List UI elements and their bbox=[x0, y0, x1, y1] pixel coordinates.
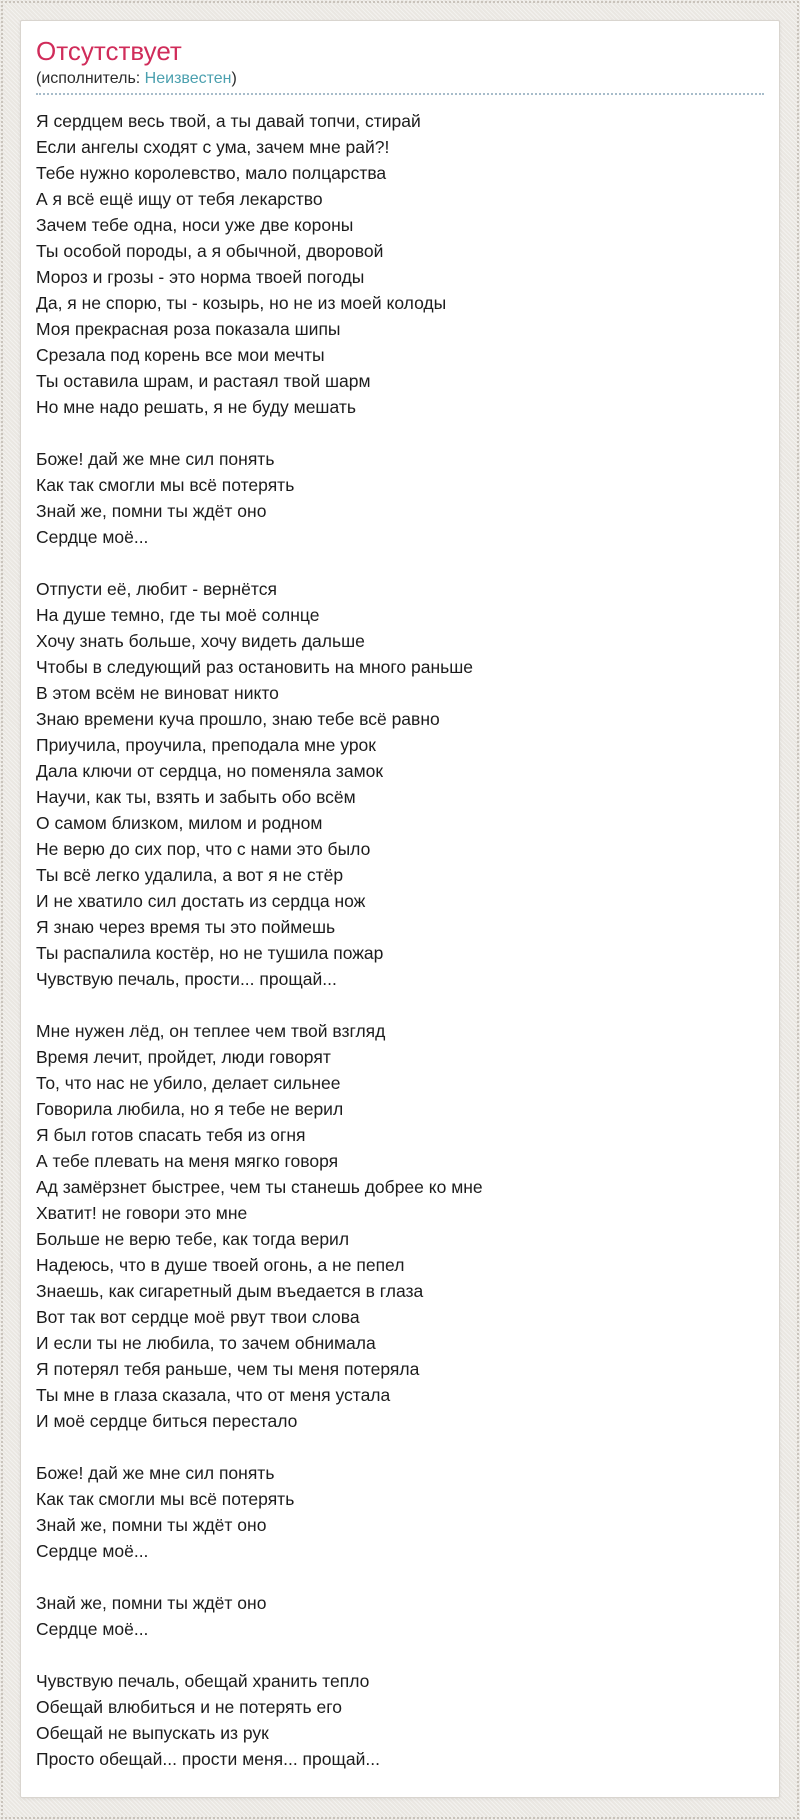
lyrics-line: Ты оставила шрам, и растаял твой шарм bbox=[36, 371, 371, 391]
lyrics-line: Как так смогли мы всё потерять bbox=[36, 475, 295, 495]
lyrics-stanza bbox=[36, 446, 764, 550]
lyrics-line: Как так смогли мы всё потерять bbox=[36, 1489, 295, 1509]
lyrics-line: Знаю времени куча прошло, знаю тебе всё равно bbox=[36, 709, 440, 729]
lyrics-line: Ты мне в глаза сказала, что от меня устала bbox=[36, 1385, 391, 1405]
lyrics-line: Тебе нужно королевство, мало полцарства bbox=[36, 163, 387, 183]
lyrics-stanza bbox=[36, 576, 764, 992]
lyrics-line: Мне нужен лёд, он теплее чем твой взгляд bbox=[36, 1021, 386, 1041]
lyrics-line: И моё сердце биться перестало bbox=[36, 1411, 298, 1431]
lyrics-line: Говорила любила, но я тебе не верил bbox=[36, 1099, 344, 1119]
lyrics-line: Сердце моё... bbox=[36, 527, 149, 547]
lyrics-line: А я всё ещё ищу от тебя лекарство bbox=[36, 189, 323, 209]
lyrics-line: Но мне надо решать, я не буду мешать bbox=[36, 397, 356, 417]
lyrics-stanza bbox=[36, 1668, 764, 1772]
lyrics-line: Вот так вот сердце моё рвут твои слова bbox=[36, 1307, 360, 1327]
lyrics-line: Дала ключи от сердца, но поменяла замок bbox=[36, 761, 384, 781]
lyrics-line: Чувствую печаль, прости... прощай... bbox=[36, 969, 337, 989]
header-separator bbox=[36, 93, 764, 95]
artist-label: (исполнитель: bbox=[36, 70, 145, 87]
lyrics-line: Ты распалила костёр, но не тушила пожар bbox=[36, 943, 384, 963]
lyrics-line: Надеюсь, что в душе твоей огонь, а не пепел bbox=[36, 1255, 405, 1275]
lyrics-line: Если ангелы сходят с ума, зачем мне рай?! bbox=[36, 137, 390, 157]
lyrics-line: Знай же, помни ты ждёт оно bbox=[36, 1593, 267, 1613]
lyrics-line: Знаешь, как сигаретный дым въедается в глаза bbox=[36, 1281, 424, 1301]
lyrics-line: Сердце моё... bbox=[36, 1619, 149, 1639]
lyrics-line: Ад замёрзнет быстрее, чем ты станешь добрее ко мне bbox=[36, 1177, 483, 1197]
lyrics-line: Боже! дай же мне сил понять bbox=[36, 449, 275, 469]
lyrics-line: Боже! дай же мне сил понять bbox=[36, 1463, 275, 1483]
lyrics-line: Я знаю через время ты это поймешь bbox=[36, 917, 336, 937]
lyrics-line: Хватит! не говори это мне bbox=[36, 1203, 248, 1223]
lyrics-line: Мороз и грозы - это норма твоей погоды bbox=[36, 267, 365, 287]
lyrics-line: Знай же, помни ты ждёт оно bbox=[36, 1515, 267, 1535]
lyrics-stanza bbox=[36, 1460, 764, 1564]
lyrics-card bbox=[20, 20, 780, 1798]
lyrics-line: Срезала под корень все мои мечты bbox=[36, 345, 325, 365]
lyrics-line: А тебе плевать на меня мягко говоря bbox=[36, 1151, 339, 1171]
lyrics-line: Хочу знать больше, хочу видеть дальше bbox=[36, 631, 365, 651]
lyrics-line: Просто обещай... прости меня... прощай... bbox=[36, 1749, 380, 1769]
lyrics-line: И если ты не любила, то зачем обнимала bbox=[36, 1333, 376, 1353]
artist-line bbox=[36, 69, 764, 89]
lyrics-line: Обещай влюбиться и не потерять его bbox=[36, 1697, 342, 1717]
lyrics-line: Чтобы в следующий раз остановить на много раньше bbox=[36, 657, 473, 677]
artist-link[interactable]: Неизвестен bbox=[144, 70, 232, 87]
lyrics-line: Знай же, помни ты ждёт оно bbox=[36, 501, 267, 521]
lyrics-line: Обещай не выпускать из рук bbox=[36, 1723, 269, 1743]
lyrics-line: Я был готов спасать тебя из огня bbox=[36, 1125, 306, 1145]
lyrics-line: Время лечит, пройдет, люди говорят bbox=[36, 1047, 331, 1067]
lyrics-line: То, что нас не убило, делает сильнее bbox=[36, 1073, 341, 1093]
lyrics-line: Сердце моё... bbox=[36, 1541, 149, 1561]
lyrics-line: Моя прекрасная роза показала шипы bbox=[36, 319, 341, 339]
lyrics-stanza bbox=[36, 108, 764, 420]
lyrics-line: Не верю до сих пор, что с нами это было bbox=[36, 839, 371, 859]
lyrics-stanza bbox=[36, 1590, 764, 1642]
lyrics-line: Я сердцем весь твой, а ты давай топчи, стирай bbox=[36, 111, 421, 131]
song-title: Отсутствует bbox=[36, 36, 182, 66]
lyrics-line: И не хватило сил достать из сердца нож bbox=[36, 891, 366, 911]
lyrics-line: На душе темно, где ты моё солнце bbox=[36, 605, 320, 625]
lyrics-text bbox=[36, 108, 764, 1772]
lyrics-line: В этом всём не виноват никто bbox=[36, 683, 279, 703]
lyrics-line: Я потерял тебя раньше, чем ты меня потеряла bbox=[36, 1359, 420, 1379]
lyrics-line: Больше не верю тебе, как тогда верил bbox=[36, 1229, 350, 1249]
lyrics-line: Научи, как ты, взять и забыть обо всём bbox=[36, 787, 356, 807]
lyrics-line: О самом близком, милом и родном bbox=[36, 813, 323, 833]
lyrics-line: Отпусти её, любит - вернётся bbox=[36, 579, 277, 599]
lyrics-line: Чувствую печаль, обещай хранить тепло bbox=[36, 1671, 370, 1691]
artist-label-close: ) bbox=[231, 70, 237, 87]
lyrics-line: Ты всё легко удалила, а вот я не стёр bbox=[36, 865, 344, 885]
lyrics-stanza bbox=[36, 1018, 764, 1434]
lyrics-line: Приучила, проучила, преподала мне урок bbox=[36, 735, 376, 755]
lyrics-line: Ты особой породы, а я обычной, дворовой bbox=[36, 241, 384, 261]
lyrics-line: Да, я не спорю, ты - козырь, но не из моей колоды bbox=[36, 293, 447, 313]
lyrics-line: Зачем тебе одна, носи уже две короны bbox=[36, 215, 354, 235]
